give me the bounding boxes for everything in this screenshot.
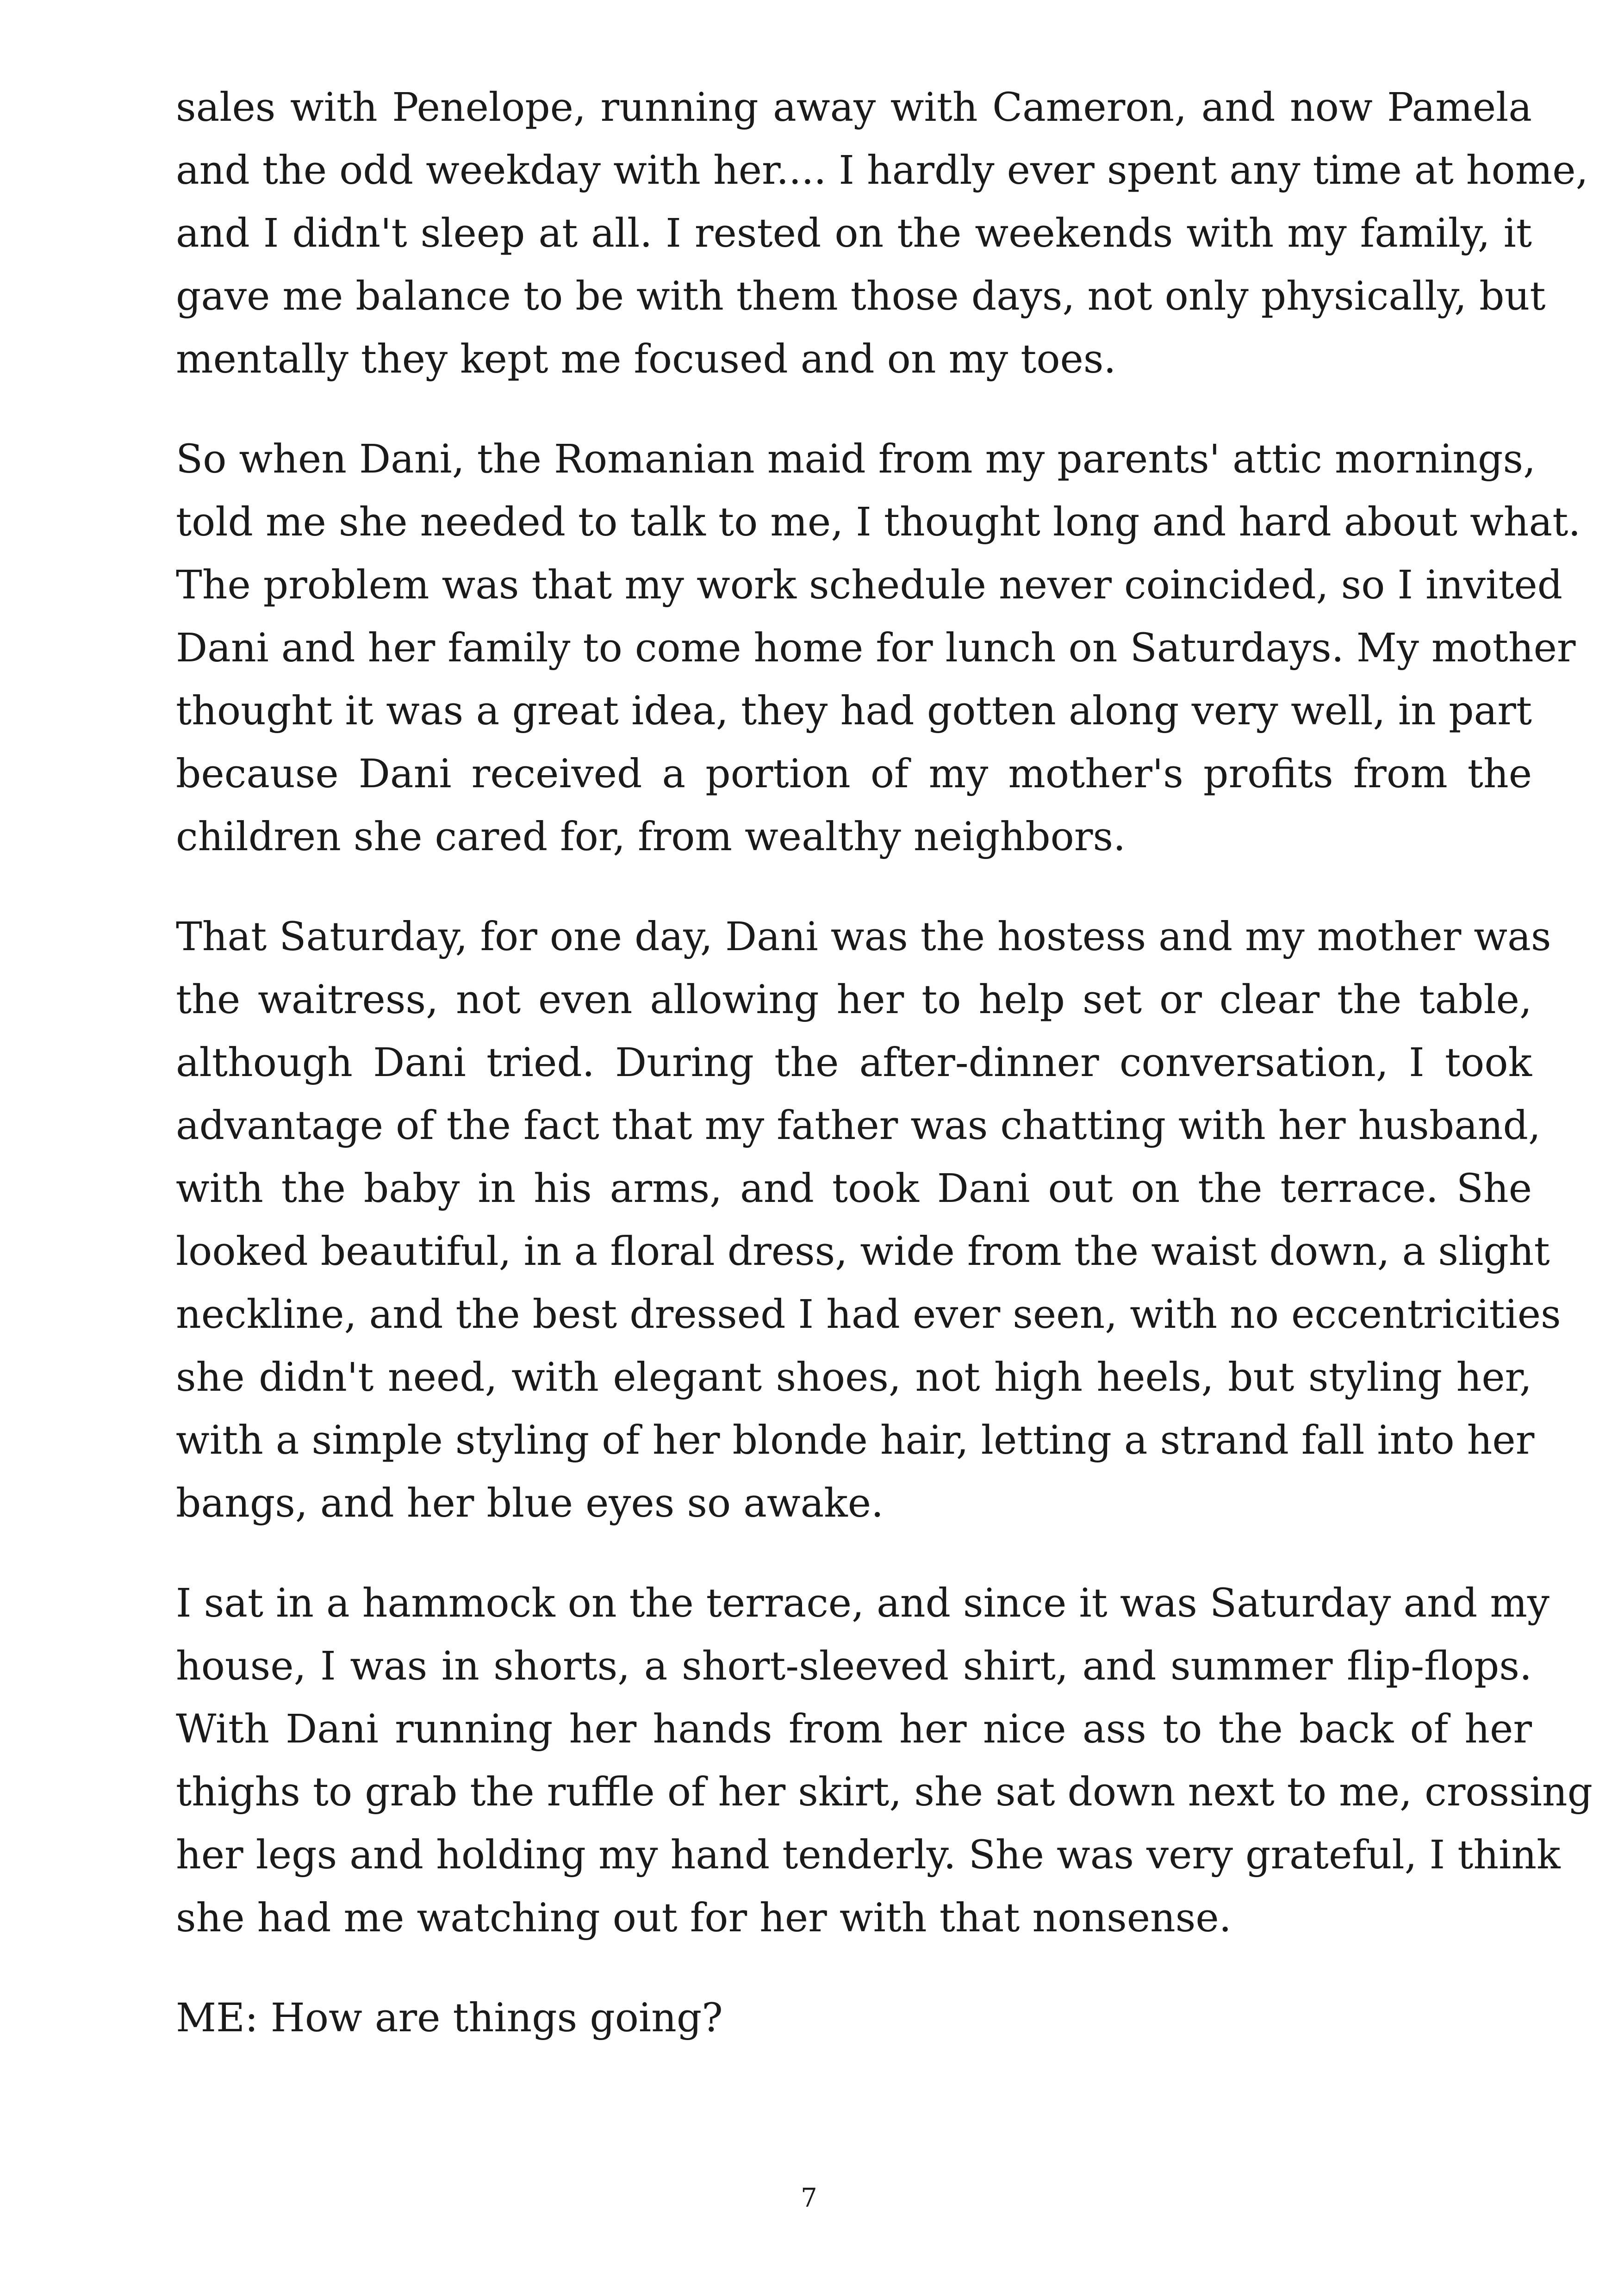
text-line: The problem was that my work schedule never coincided, so I invited	[176, 562, 1563, 608]
dialogue-line: ME: How are things going?	[176, 1995, 723, 2041]
text-line: house, I was in shorts, a short-sleeved shirt, and summer flip-flops.	[176, 1643, 1532, 1689]
text-line: I sat in a hammock on the terrace, and since it was Saturday and my	[176, 1580, 1550, 1626]
text-line: because Dani received a portion of my mother's profits from the	[176, 751, 1532, 797]
paragraph-2	[176, 428, 1581, 869]
page-number: 7	[801, 2183, 817, 2213]
text-line: and the odd weekday with her.... I hardly ever spent any time at home,	[176, 148, 1588, 193]
page-body	[176, 76, 1593, 2050]
text-line: neckline, and the best dressed I had ever seen, with no eccentricities	[176, 1292, 1561, 1338]
paragraph-1	[176, 76, 1588, 391]
text-line: bangs, and her blue eyes so awake.	[176, 1481, 884, 1526]
text-line: thighs to grab the ruffle of her skirt, she sat down next to me, crossing	[176, 1769, 1593, 1815]
paragraph-4	[176, 1572, 1593, 1950]
text-line: with a simple styling of her blonde hair, letting a strand fall into her	[176, 1418, 1535, 1463]
text-line: she had me watching out for her with that nonsense.	[176, 1895, 1232, 1941]
text-line: advantage of the fact that my father was chatting with her husband,	[176, 1103, 1541, 1149]
text-line: So when Dani, the Romanian maid from my parents' attic mornings,	[176, 436, 1536, 482]
text-line: Dani and her family to come home for lunch on Saturdays. My mother	[176, 625, 1576, 671]
text-line: sales with Penelope, running away with Cameron, and now Pamela	[176, 85, 1532, 131]
text-line: That Saturday, for one day, Dani was the hostess and my mother was	[176, 914, 1551, 960]
text-line: with the baby in his arms, and took Dani out on the terrace. She	[176, 1166, 1532, 1212]
text-line: mentally they kept me focused and on my toes.	[176, 336, 1116, 382]
text-line: told me she needed to talk to me, I thought long and hard about what.	[176, 499, 1581, 545]
text-line: her legs and holding my hand tenderly. She was very grateful, I think	[176, 1832, 1561, 1878]
text-line: looked beautiful, in a floral dress, wide from the waist down, a slight	[176, 1229, 1550, 1275]
text-line: the waitress, not even allowing her to help set or clear the table,	[176, 977, 1532, 1023]
text-line: and I didn't sleep at all. I rested on the weekends with my family, it	[176, 211, 1532, 256]
text-line: gave me balance to be with them those days, not only physically, but	[176, 274, 1546, 319]
text-line: thought it was a great idea, they had gotten along very well, in part	[176, 688, 1532, 734]
text-line: children she cared for, from wealthy neighbors.	[176, 814, 1126, 860]
text-line: With Dani running her hands from her nice ass to the back of her	[176, 1706, 1532, 1752]
text-line: although Dani tried. During the after-dinner conversation, I took	[176, 1040, 1532, 1086]
paragraph-3	[176, 906, 1561, 1535]
text-line: she didn't need, with elegant shoes, not high heels, but styling her,	[176, 1355, 1532, 1400]
